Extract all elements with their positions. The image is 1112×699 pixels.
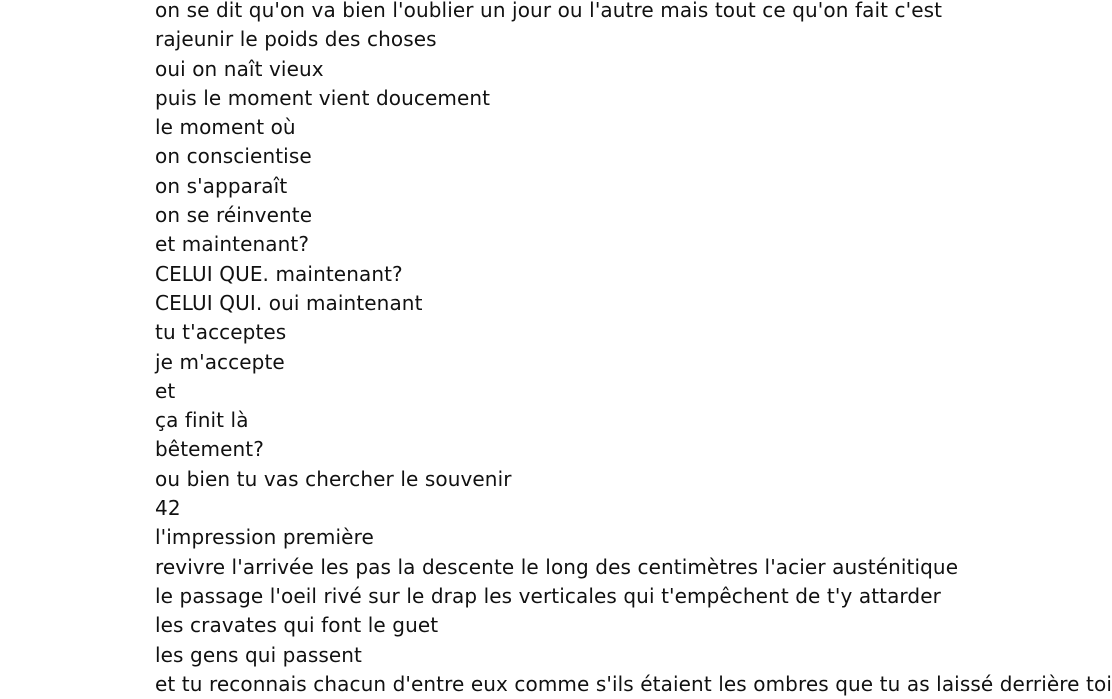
poem-line: et tu reconnais chacun d'entre eux comme s'ils étaient les ombres que tu as laissé derrière toi: [155, 671, 1112, 696]
poem-line: CELUI QUI. oui maintenant: [155, 290, 423, 315]
poem-line: CELUI QUE. maintenant?: [155, 261, 403, 286]
poem-line: tu t'acceptes: [155, 320, 287, 345]
poem-line: et: [155, 378, 176, 403]
poem-line: les cravates qui font le guet: [155, 613, 439, 638]
poem-line: l'impression première: [155, 525, 374, 550]
poem-line: puis le moment vient doucement: [155, 85, 491, 110]
poem-line: on se réinvente: [155, 203, 313, 228]
poem-line: et maintenant?: [155, 232, 310, 257]
poem-line: les gens qui passent: [155, 642, 362, 667]
poem-line: revivre l'arrivée les pas la descente le long des centimètres l'acier austénitique: [155, 554, 959, 579]
poem-line: ça finit là: [155, 408, 249, 433]
poem-line: ou bien tu vas chercher le souvenir: [155, 466, 512, 491]
poem-line: on s'apparaît: [155, 173, 288, 198]
page-number: 42: [155, 496, 181, 521]
poem-text: [155, 0, 1112, 699]
poem-line: on conscientise: [155, 144, 312, 169]
poem-line: bêtement?: [155, 437, 264, 462]
poem-line: oui on naît vieux: [155, 56, 324, 81]
poem-line: le moment où: [155, 115, 296, 140]
poem-line: le passage l'oeil rivé sur le drap les verticales qui t'empêchent de t'y attarder: [155, 583, 941, 608]
poem-line: on se dit qu'on va bien l'oublier un jour ou l'autre mais tout ce qu'on fait c'est: [155, 0, 943, 22]
poem-line: je m'accepte: [155, 349, 285, 374]
poem-line: rajeunir le poids des choses: [155, 27, 437, 52]
